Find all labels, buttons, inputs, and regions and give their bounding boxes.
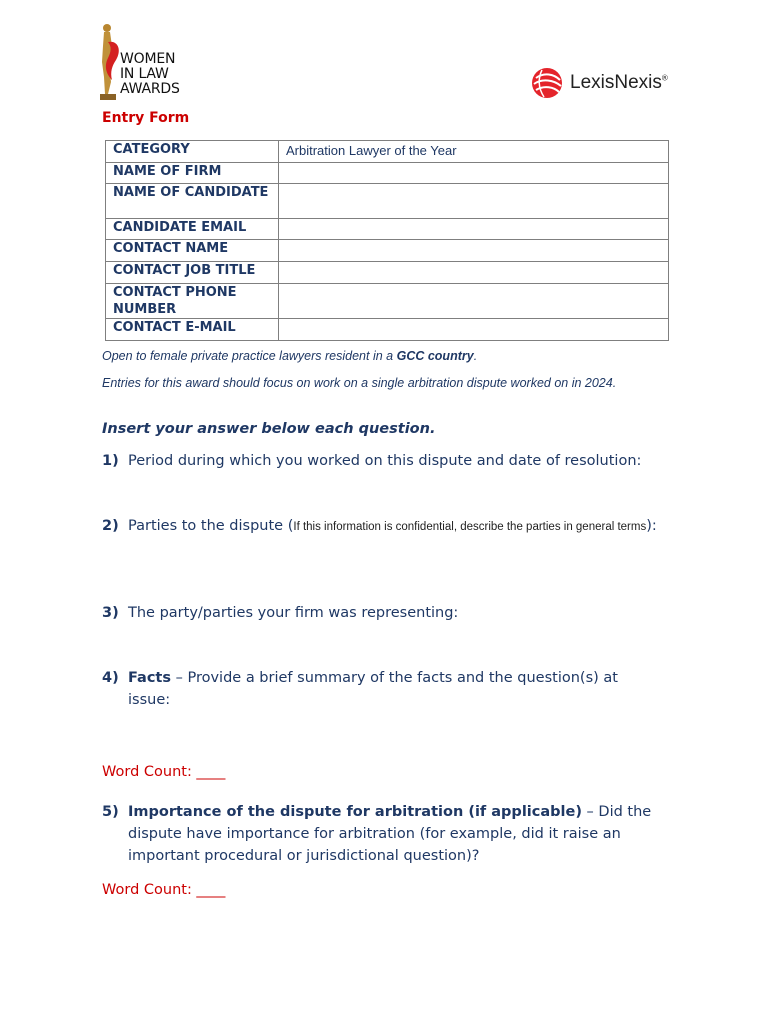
question-bold: Importance of the dispute for arbitration (if applicable) xyxy=(128,804,582,820)
question-number: 5) xyxy=(102,804,119,820)
lexisnexis-globe-icon xyxy=(530,66,564,100)
field-label: NAME OF FIRM xyxy=(106,163,279,184)
candidate-email-field[interactable] xyxy=(279,219,669,240)
table-row xyxy=(106,284,669,319)
question-text: – Provide a brief summary of the facts and the question(s) at issue: xyxy=(128,670,618,708)
question-text: Period during which you worked on this dispute and date of resolution: xyxy=(128,453,642,469)
logo-line-women: WOMEN xyxy=(120,51,176,67)
table-row xyxy=(106,141,669,163)
question-5 xyxy=(102,801,662,867)
field-label: CONTACT NAME xyxy=(106,240,279,262)
lexisnexis-wordmark: LexisNexis xyxy=(570,72,662,93)
table-row xyxy=(106,240,669,262)
question-tail: ): xyxy=(646,518,657,534)
question-number: 2) xyxy=(102,518,119,534)
question-text: Parties to the dispute ( xyxy=(128,518,294,534)
question-2 xyxy=(102,515,672,538)
contact-email-field[interactable] xyxy=(279,319,669,341)
question-bold: Facts xyxy=(128,670,171,686)
field-label: CONTACT E-MAIL xyxy=(106,319,279,341)
question-number: 1) xyxy=(102,453,119,469)
table-row xyxy=(106,163,669,184)
question-number: 3) xyxy=(102,605,119,621)
eligibility-period: . xyxy=(473,349,478,363)
question-3 xyxy=(102,602,672,624)
firm-name-field[interactable] xyxy=(279,163,669,184)
contact-job-title-field[interactable] xyxy=(279,262,669,284)
logo-line-awards: AWARDS xyxy=(120,81,180,97)
logo-line-in-law: IN LAW xyxy=(120,66,169,82)
question-note: If this information is confidential, describe the parties in general terms xyxy=(293,521,647,533)
word-count-label: Word Count: ____ xyxy=(102,764,226,780)
question-text: The party/parties your firm was representing: xyxy=(128,605,459,621)
eligibility-text: Open to female private practice lawyers resident in a xyxy=(102,349,397,363)
category-field[interactable]: Arbitration Lawyer of the Year xyxy=(279,141,669,163)
candidate-name-field[interactable] xyxy=(279,184,669,219)
field-label: CATEGORY xyxy=(106,141,279,163)
question-number: 4) xyxy=(102,670,119,686)
field-label: CANDIDATE EMAIL xyxy=(106,219,279,240)
registered-mark: ® xyxy=(661,73,668,83)
word-count-label: Word Count: ____ xyxy=(102,882,226,898)
table-row xyxy=(106,262,669,284)
entry-form-title: Entry Form xyxy=(102,110,190,126)
field-label: CONTACT JOB TITLE xyxy=(106,262,279,284)
entry-form-table xyxy=(105,140,669,341)
question-text: – Did the dispute have importance for arbitration (for example, did it raise an important procedural or jurisdictional question)? xyxy=(128,804,652,864)
question-1 xyxy=(102,450,672,472)
insert-answer-heading: Insert your answer below each question. xyxy=(102,421,436,437)
field-label: CONTACT PHONE NUMBER xyxy=(106,284,279,319)
table-row xyxy=(106,219,669,240)
question-4 xyxy=(102,667,662,711)
lexisnexis-logo xyxy=(530,66,670,100)
gcc-country-text: GCC country xyxy=(396,349,474,363)
contact-name-field[interactable] xyxy=(279,240,669,262)
field-label: NAME OF CANDIDATE xyxy=(106,184,279,219)
contact-phone-field[interactable] xyxy=(279,284,669,319)
table-row xyxy=(106,184,669,219)
eligibility-note xyxy=(102,346,662,366)
focus-note: Entries for this award should focus on work on a single arbitration dispute worked on in 2024. xyxy=(102,376,617,390)
table-row xyxy=(106,319,669,341)
women-in-law-awards-logo xyxy=(96,22,196,102)
